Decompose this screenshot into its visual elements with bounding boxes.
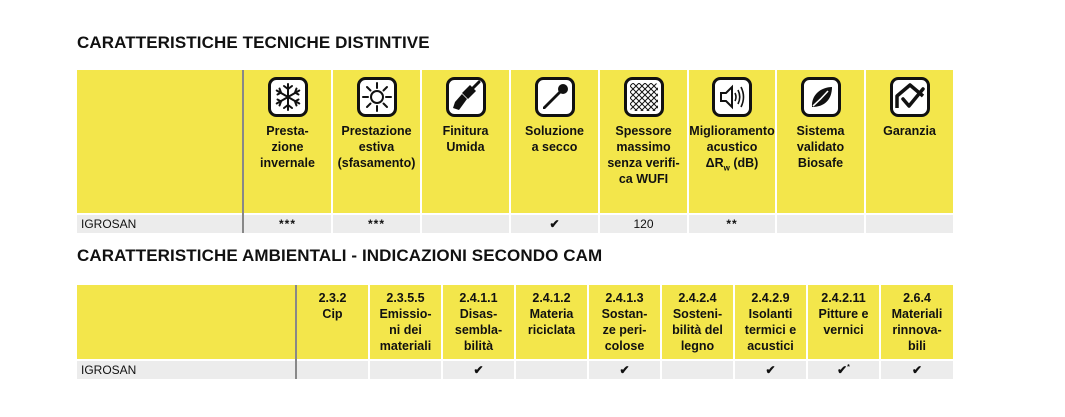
- header-label: massimo: [616, 140, 671, 154]
- header-label: Cip: [322, 307, 343, 321]
- cam-code: 2.4.2.11: [821, 291, 866, 305]
- header-label: ze peri-: [602, 323, 647, 337]
- header-label: materiali: [379, 339, 432, 353]
- header-label: zione: [271, 140, 304, 154]
- row-cell: [296, 360, 369, 379]
- header-label: Soluzione: [524, 124, 585, 138]
- check-mark: ✔: [837, 363, 848, 377]
- leaf-icon: [801, 77, 841, 117]
- unit-db: (dB): [733, 156, 759, 170]
- header-label: invernale: [260, 156, 315, 170]
- header-label: Finitura: [442, 124, 489, 138]
- speaker-icon: [712, 77, 752, 117]
- cam-code: 2.3.5.5: [386, 291, 425, 305]
- technical-features-table: [77, 70, 953, 233]
- header-label: Materia: [529, 307, 574, 321]
- row-cell: ✔: [588, 360, 661, 379]
- header-cell: [369, 285, 442, 360]
- header-cell: [243, 70, 332, 214]
- header-label: validato: [796, 140, 845, 154]
- header-label: Garanzia: [883, 124, 936, 138]
- header-label: Sistema: [796, 124, 845, 138]
- header-label: a secco: [531, 140, 578, 154]
- header-label: (sfasamento): [337, 156, 416, 170]
- row-cell: ✔: [734, 360, 807, 379]
- header-cell: [688, 70, 776, 214]
- header-label: Emissio-: [379, 307, 432, 321]
- header-cell: [807, 285, 880, 360]
- row-cell: ***: [332, 214, 421, 233]
- header-cell: [599, 70, 688, 214]
- row-cell: [421, 214, 510, 233]
- header-cell: [442, 285, 515, 360]
- header-label: Disas-: [459, 307, 498, 321]
- header-label: senza verifi-: [607, 156, 680, 170]
- section-title-environmental: CARATTERISTICHE AMBIENTALI - INDICAZIONI SECONDO CAM: [77, 246, 603, 265]
- table-row: [77, 214, 953, 233]
- header-label: Sosteni-: [672, 307, 723, 321]
- table-row: [77, 360, 953, 379]
- header-cell: [515, 285, 588, 360]
- header-label: colose: [604, 339, 645, 353]
- row-cell: [369, 360, 442, 379]
- header-label: ca WUFI: [618, 172, 669, 186]
- row-cell: 120: [599, 214, 688, 233]
- header-label: vernici: [823, 323, 864, 337]
- snowflake-icon: [268, 77, 308, 117]
- row-name: IGROSAN: [77, 214, 243, 233]
- header-cell: [588, 285, 661, 360]
- header-cell: [880, 285, 953, 360]
- header-label: Miglioramento: [689, 124, 775, 138]
- header-label: Sostan-: [601, 307, 648, 321]
- header-cell: [865, 70, 953, 214]
- row-cell: ✔: [880, 360, 953, 379]
- header-cell: [332, 70, 421, 214]
- header-label: Pitture e: [818, 307, 869, 321]
- section-title-technical: CARATTERISTICHE TECNICHE DISTINTIVE: [77, 33, 430, 52]
- row-cell: ***: [243, 214, 332, 233]
- sun-icon: [357, 77, 397, 117]
- header-label: rinnova-: [892, 323, 942, 337]
- row-cell: [776, 214, 865, 233]
- row-cell: [807, 360, 880, 379]
- cam-code: 2.4.1.3: [605, 291, 644, 305]
- subscript-w: w: [723, 163, 730, 173]
- honeycomb-icon: [624, 77, 664, 117]
- delta-r-symbol: ΔR: [705, 156, 724, 170]
- header-blank: [77, 70, 243, 214]
- header-label: bilità: [463, 339, 494, 353]
- header-label: legno: [680, 339, 715, 353]
- screw-icon: [535, 77, 575, 117]
- header-label: bilità del: [672, 323, 723, 337]
- header-label: riciclata: [527, 323, 576, 337]
- header-label: termici e: [744, 323, 797, 337]
- header-cell: [661, 285, 734, 360]
- header-label: acustici: [747, 339, 794, 353]
- header-label: bili: [907, 339, 927, 353]
- header-label: sembla-: [454, 323, 503, 337]
- header-label: Biosafe: [797, 156, 844, 170]
- row-cell: ✔: [442, 360, 515, 379]
- table-header-row: [77, 70, 953, 214]
- house-check-icon: [890, 77, 930, 117]
- header-label: Prestazione: [341, 124, 412, 138]
- cam-code: 2.4.2.9: [751, 291, 790, 305]
- cam-code: 2.4.1.2: [532, 291, 571, 305]
- header-cell: [776, 70, 865, 214]
- header-cell: [421, 70, 510, 214]
- table-header-row: [77, 285, 953, 360]
- header-label: Spessore: [615, 124, 672, 138]
- header-blank: [77, 285, 296, 360]
- header-cell: [510, 70, 599, 214]
- header-label: estiva: [358, 140, 395, 154]
- header-label: Presta-: [266, 124, 309, 138]
- header-label: Materiali: [891, 307, 943, 321]
- header-label: acustico: [706, 140, 758, 154]
- header-cell: [296, 285, 369, 360]
- header-cell: [734, 285, 807, 360]
- row-cell: ✔: [510, 214, 599, 233]
- cam-code: 2.4.1.1: [459, 291, 498, 305]
- header-label: Isolanti: [748, 307, 793, 321]
- cam-code: 2.3.2: [318, 291, 347, 305]
- brush-icon: [446, 77, 486, 117]
- header-label: Umida: [446, 140, 485, 154]
- header-label: ni dei: [389, 323, 422, 337]
- row-cell: [515, 360, 588, 379]
- header-label: [689, 155, 775, 177]
- cam-code: 2.4.2.4: [678, 291, 717, 305]
- row-name: IGROSAN: [77, 360, 296, 379]
- environmental-features-table: [77, 285, 953, 379]
- row-cell: [661, 360, 734, 379]
- row-cell: [865, 214, 953, 233]
- row-cell: **: [688, 214, 776, 233]
- asterisk-note: *: [847, 364, 850, 371]
- cam-code: 2.6.4: [903, 291, 931, 305]
